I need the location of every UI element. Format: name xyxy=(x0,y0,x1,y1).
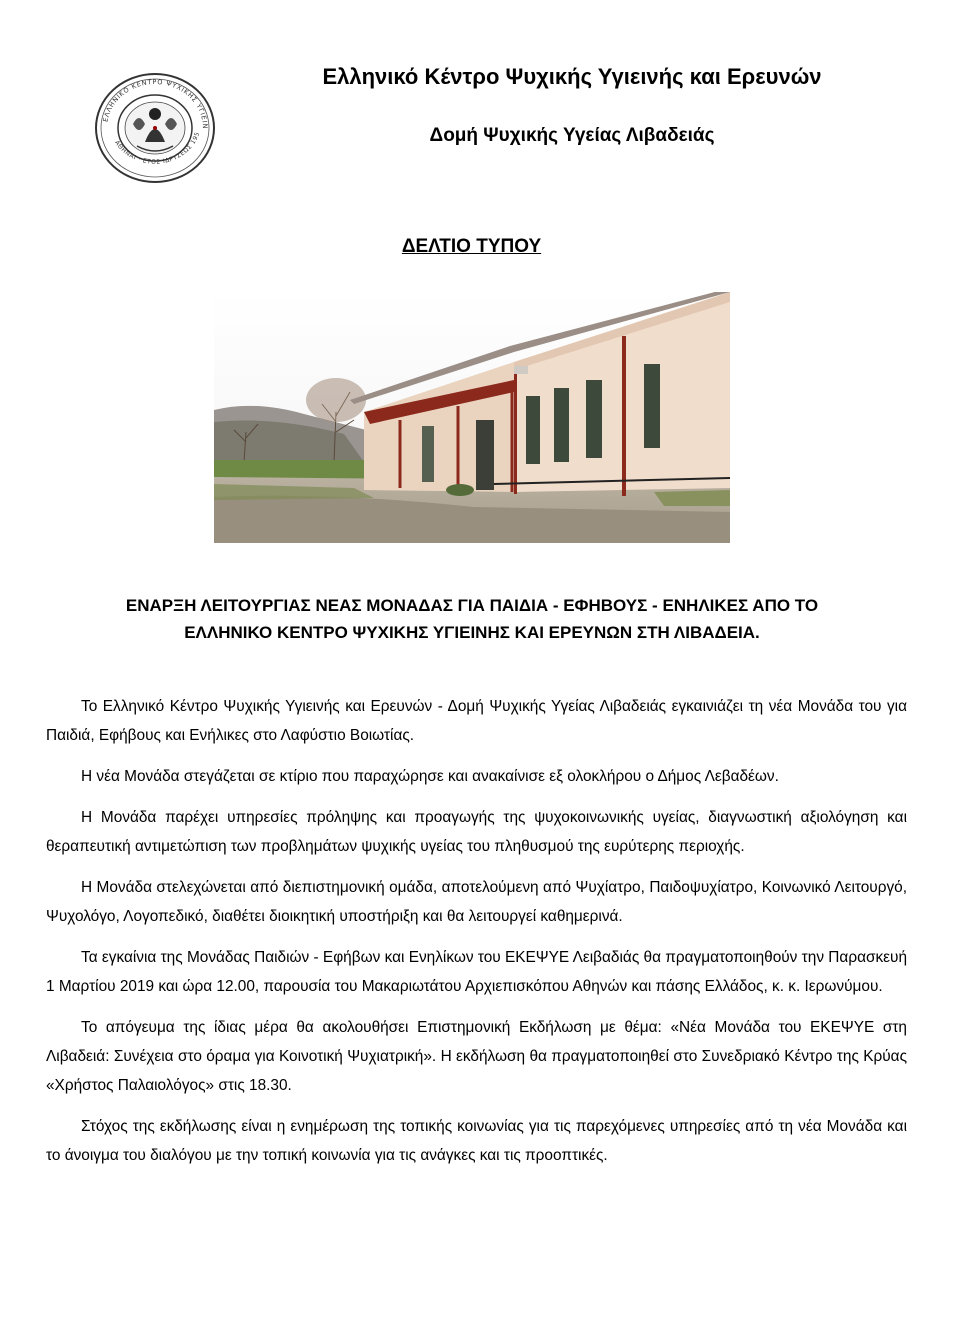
headline-line: ΕΛΛΗΝΙΚΟ ΚΕΝΤΡΟ ΨΥΧΙΚΗΣ ΥΓΙΕΙΝΗΣ ΚΑΙ ΕΡΕΥΝΩΝ ΣΤΗ ΛΙΒΑΔΕΙΑ. xyxy=(184,623,760,642)
press-release-label: ΔΕΛΤΙΟ ΤΥΠΟΥ xyxy=(401,236,542,257)
paragraph: Στόχος της εκδήλωσης είναι η ενημέρωση της τοπικής κοινωνίας για τις παρεχόμενες υπηρεσίες από τη νέα Μονάδα και το άνοιγμα του διαλόγου με την τοπική κοινωνία για τις ανάγκες και τις προοπτικές. xyxy=(46,1118,907,1164)
paragraph: Η Μονάδα παρέχει υπηρεσίες πρόληψης και προαγωγής της ψυχοκοινωνικής υγείας, διαγνωστική αξιολόγηση και θεραπευτική αντιμετώπιση των προβλημάτων ψυχικής υγείας του πληθυσμού της ευρύτερης περιοχής. xyxy=(46,809,907,855)
paragraph: Η νέα Μονάδα στεγάζεται σε κτίριο που παραχώρησε και ανακαίνισε εξ ολοκλήρου ο Δήμος Λεβαδέων. xyxy=(81,768,779,785)
paragraph: Το Ελληνικό Κέντρο Ψυχικής Υγιεινής και Ερευνών - Δομή Ψυχικής Υγείας Λιβαδειάς εγκαινιάζει τη νέα Μονάδα του για Παιδιά, Εφήβους και Ενήλικες στο Λαφύστιο Βοιωτίας. xyxy=(46,698,907,744)
headline xyxy=(40,592,904,646)
seal-logo xyxy=(93,72,217,184)
svg-text:ΕΛΛΗΝΙΚΟ ΚΕΝΤΡΟ ΨΥΧΙΚΗΣ ΥΓΙΕΙΝ: ΕΛΛΗΝΙΚΟ ΚΕΝΤΡΟ ΨΥΧΙΚΗΣ ΥΓΙΕΙΝ xyxy=(101,77,210,130)
organization-title: Ελληνικό Κέντρο Ψυχικής Υγιεινής και Ερευνών xyxy=(322,64,822,89)
svg-text:ΑΘΗΝΑΙ · ΕΤΟΣ ΙΔΡΥΣΕΩΣ 1956: ΑΘΗΝΑΙ · ΕΤΟΣ ΙΔΡΥΣΕΩΣ 195 xyxy=(113,130,202,166)
article-body xyxy=(46,692,907,1182)
paragraph: Τα εγκαίνια της Μονάδας Παιδιών - Εφήβων και Ενηλίκων του ΕΚΕΨΥΕ Λειβαδιάς θα πραγματοποιηθούν την Παρασκευή 1 Μαρτίου 2019 και ώρα 12.00, παρουσία του Μακαριωτάτου Αρχιεπισκόπου Αθηνών και πάσης Ελλάδος, κ. κ. Ιερωνύμου. xyxy=(46,949,907,995)
headline-line: ΕΝΑΡΞΗ ΛΕΙΤΟΥΡΓΙΑΣ ΝΕΑΣ ΜΟΝΑΔΑΣ ΓΙΑ ΠΑΙΔΙΑ - ΕΦΗΒΟΥΣ - ΕΝΗΛΙΚΕΣ ΑΠΟ ΤΟ xyxy=(125,596,819,615)
organization-subtitle: Δομή Ψυχικής Υγείας Λιβαδειάς xyxy=(429,125,715,146)
building-photo xyxy=(214,292,730,543)
paragraph: Η Μονάδα στελεχώνεται από διεπιστημονική ομάδα, αποτελούμενη από Ψυχίατρο, Παιδοψυχίατρο, Κοινωνικό Λειτουργό, Ψυχολόγο, Λογοπεδικό, διαθέτει διοικητική υποστήριξη και θα λειτουργεί καθημερινά. xyxy=(46,879,907,925)
paragraph: Το απόγευμα της ίδιας μέρα θα ακολουθήσει Επιστημονική Εκδήλωση με θέμα: «Νέα Μονάδα του ΕΚΕΨΥΕ στη Λιβαδειά: Συνέχεια στο όραμα για Κοινοτική Ψυχιατρική». Η εκδήλωση θα πραγματοποιηθεί στο Συνεδριακό Κέντρο της Κρύας «Χρήστος Παλαιολόγος» στις 18.30. xyxy=(46,1019,907,1094)
press-release-heading xyxy=(0,236,943,258)
